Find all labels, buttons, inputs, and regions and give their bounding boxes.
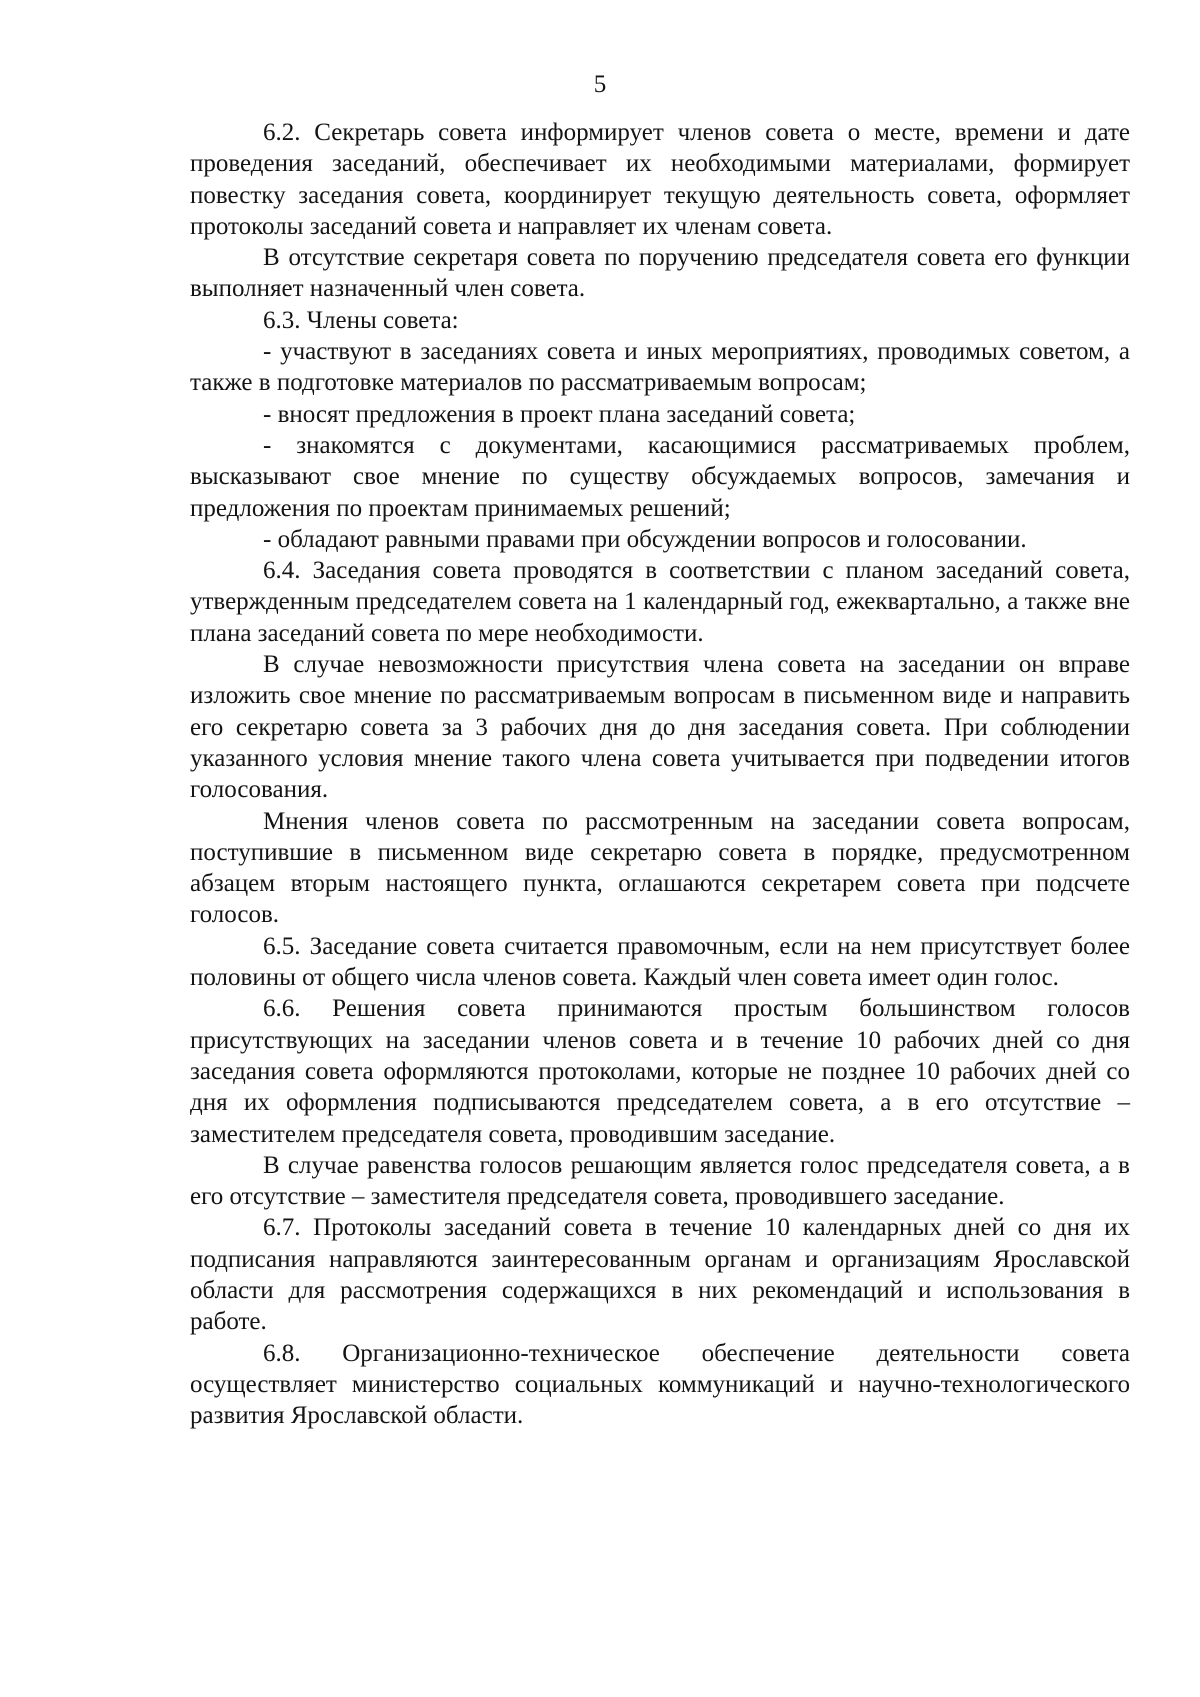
list-item-participate: - участвуют в заседаниях совета и иных мероприятиях, проводимых советом, а также в подготовке материалов по рассматриваемым вопросам;	[190, 338, 1130, 397]
paragraph-6-4: 6.4. Заседания совета проводятся в соответствии с планом заседаний совета, утвержденным председателем совета на 1 календарный год, ежеквартально, а также вне плана заседаний совета по мере необходимости.	[190, 557, 1130, 647]
paragraph-written-opinions: Мнения членов совета по рассмотренным на заседании совета вопросам, поступившие в письменном виде секретарю совета в порядке, предусмотренном абзацем вторым настоящего пункта, оглашаются секретарем совета при подсчете голосов.	[190, 807, 1130, 929]
paragraph-absence-opinion: В случае невозможности присутствия члена совета на заседании он вправе изложить свое мнение по рассматриваемым вопросам в письменном виде и направить его секретарю совета за 3 рабочих дня до дня заседания совета. При соблюдении указанного условия мнение такого члена совета учитывается при подведении итогов голосования.	[190, 651, 1130, 804]
paragraph-6-7: 6.7. Протоколы заседаний совета в течение 10 календарных дней со дня их подписания направляются заинтересованным органам и организациям Ярославской области для рассмотрения содержащихся в них рекомендаций и использования в работе.	[190, 1214, 1130, 1336]
list-item-proposals: - вносят предложения в проект плана заседаний совета;	[263, 400, 856, 428]
paragraph-tie-vote: В случае равенства голосов решающим является голос председателя совета, а в его отсутствие – заместителя председателя совета, проводившего заседание.	[190, 1151, 1130, 1211]
paragraph-6-6: 6.6. Решения совета принимаются простым большинством голосов присутствующих на заседании членов совета и в течение 10 рабочих дней со дня заседания совета оформляются протоколами, которые не позднее 10 рабочих дней со дня их оформления подписываются председателем совета, а в его отсутствие – заместителем председателя совета, проводившим заседание.	[190, 995, 1130, 1148]
paragraph-6-3: 6.3. Члены совета:	[263, 306, 459, 334]
page-number: 5	[593, 71, 607, 98]
document-body	[190, 117, 1130, 1431]
list-item-documents: - знакомятся с документами, касающимися рассматриваемых проблем, высказывают свое мнение по существу обсуждаемых вопросов, замечания и предложения по проектам принимаемых решений;	[190, 431, 1130, 522]
paragraph-secretary-absence: В отсутствие секретаря совета по поручению председателя совета его функции выполняет назначенный член совета.	[190, 244, 1130, 303]
paragraph-6-5: 6.5. Заседание совета считается правомочным, если на нем присутствует более половины от общего числа членов совета. Каждый член совета имеет один голос.	[190, 932, 1130, 992]
paragraph-6-8: 6.8. Организационно-техническое обеспечение деятельности совета осуществляет министерство социальных коммуникаций и научно-технологического развития Ярославской области.	[190, 1339, 1130, 1430]
paragraph-6-2: 6.2. Секретарь совета информирует членов совета о месте, времени и дате проведения заседаний, обеспечивает их необходимыми материалами, формирует повестку заседания совета, координирует текущую деятельность совета, оформляет протоколы заседаний совета и направляет их членам совета.	[190, 119, 1130, 240]
list-item-equal-rights: - обладают равными правами при обсуждении вопросов и голосовании.	[263, 525, 1027, 553]
